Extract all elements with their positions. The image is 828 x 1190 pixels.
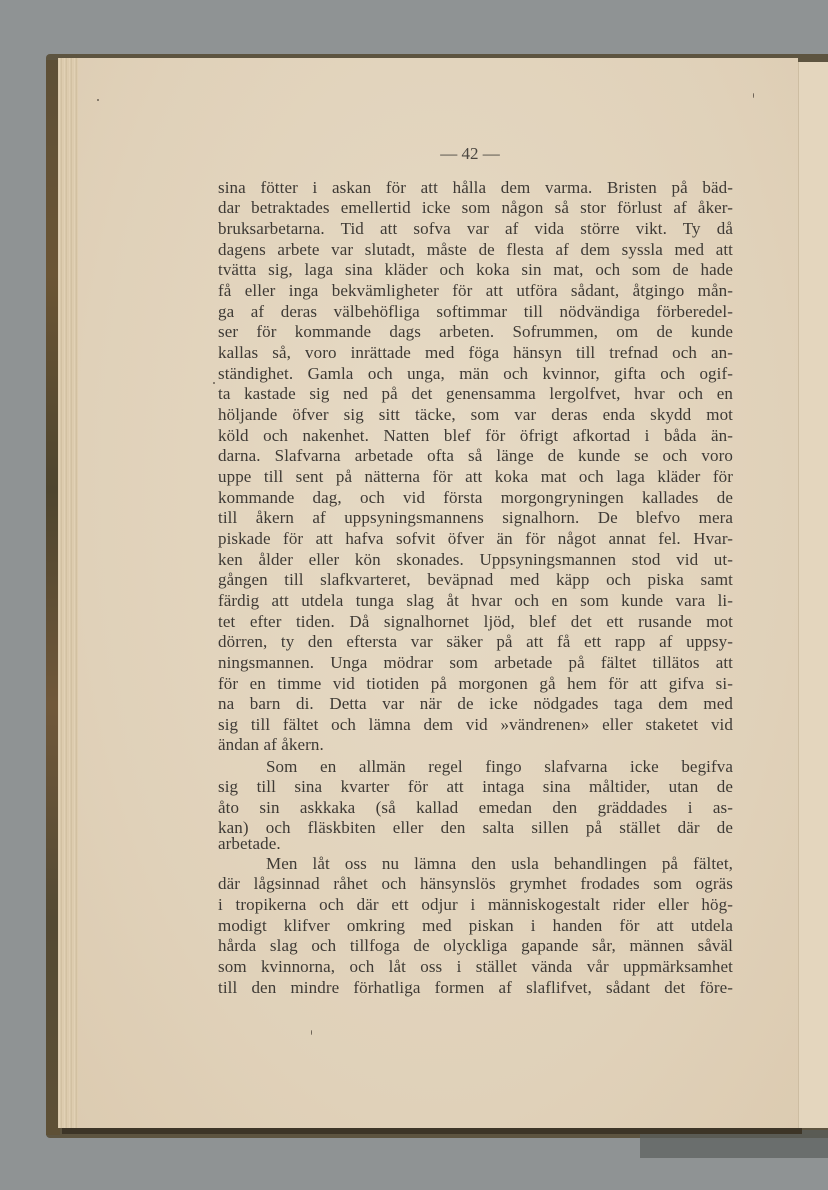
facing-page-edge (798, 62, 828, 1128)
paper-speck (213, 382, 215, 384)
page-bottom-edge (62, 1128, 802, 1134)
text-line: i tropikerna och där ett odjur i människogestalt rider eller hög- (218, 895, 733, 914)
text-line: dar betraktades emellertid icke som någon så stor förlust af åker- (218, 198, 733, 217)
text-line: till åkern af uppsyningsmannens signalhorn. De blefvo mera (218, 508, 733, 527)
text-line: kommande dag, och vid första morgongryningen kallades de (218, 488, 733, 507)
text-line: na barn di. Detta var när de icke nödgades taga dem med (218, 694, 733, 713)
text-line: åto sin askkaka (så kallad emedan den gräddades i as- (218, 798, 733, 817)
text-line: ken ålder eller kön skonades. Uppsyningsmannen stod vid ut- (218, 550, 733, 569)
text-line: till den mindre förhatliga formen af slaflifvet, sådant det före- (218, 978, 733, 997)
text-line: uppe till sent på nätterna för att koka mat och laga kläder för (218, 467, 733, 486)
text-line: färdig att utdela tunga slag åt hvar och en som kunde vara li- (218, 591, 733, 610)
text-line: kan) och fläskbiten eller den salta sillen på stället där de (218, 818, 733, 837)
text-line: för en timme vid tiotiden på morgonen gå hem för att gifva si- (218, 674, 733, 693)
text-line: arbetade. (218, 834, 281, 853)
text-line: köld och nakenhet. Natten blef för öfrigt afkortad i båda än- (218, 426, 733, 445)
page-number: — 42 — (440, 144, 500, 163)
text-line: kallas så, voro inrättade med föga hänsyn till trefnad och an- (218, 343, 733, 362)
paper-speck (753, 93, 754, 98)
paper-speck (311, 1030, 312, 1035)
text-line: ga af deras välbehöfliga softimmar till nödvändiga förberedel- (218, 302, 733, 321)
text-line: där lågsinnad råhet och hänsynslös grymhet frodades som ogräs (218, 874, 733, 893)
text-line: ständighet. Gamla och unga, män och kvinnor, gifta och ogif- (218, 364, 733, 383)
text-line: tvätta sig, laga sina kläder och koka sin mat, och som de hade (218, 260, 733, 279)
text-line: ändan af åkern. (218, 735, 324, 754)
text-line: dagens arbete var slutadt, måste de flesta af dem syssla med att (218, 240, 733, 259)
text-line: darna. Slafvarna arbetade ofta så länge de kunde se och voro (218, 446, 733, 465)
text-line: gången till slafkvarteret, beväpnad med käpp och piska samt (218, 570, 733, 589)
text-line: tet efter tiden. Då signalhornet ljöd, blef det ett rusande mot (218, 612, 733, 631)
text-line: Men låt oss nu lämna den usla behandlingen på fältet, (266, 854, 733, 873)
text-line: modigt klifver omkring med piskan i handen för att utdela (218, 916, 733, 935)
text-line: ta kastade sig ned på det genensamma lergolfvet, hvar och en (218, 384, 733, 403)
text-line: piskade för att hafva sofvit öfver än för något annat fel. Hvar- (218, 529, 733, 548)
text-line: sig till sina kvarter för att intaga sina måltider, utan de (218, 777, 733, 796)
text-line: ser för kommande dags arbeten. Sofrummen, om de kunde (218, 322, 733, 341)
text-line: höljande öfver sig sitt täcke, som var deras enda skydd mot (218, 405, 733, 424)
text-line: bruksarbetarna. Tid att sofva var af vida större vikt. Ty då (218, 219, 733, 238)
text-line: dörren, ty den eftersta var säker på att få ett rapp af uppsy- (218, 632, 733, 651)
paper-speck (97, 99, 99, 101)
cover-shadow (640, 1130, 828, 1158)
text-line: hårda slag och tillfoga de olyckliga gapande sår, männen såväl (218, 936, 733, 955)
text-line: ningsmannen. Unga mödrar som arbetade på fältet tillätos att (218, 653, 733, 672)
text-line: som kvinnorna, och låt oss i stället vända vår uppmärksamhet (218, 957, 733, 976)
text-line: Som en allmän regel fingo slafvarna icke begifva (266, 757, 733, 776)
text-line: sig till fältet och lämna dem vid »vändrenen» eller staketet vid (218, 715, 733, 734)
text-line: få eller inga bekvämligheter för att utföra sådant, åtgingo mån- (218, 281, 733, 300)
text-line: sina fötter i askan för att hålla dem varma. Bristen på bäd- (218, 178, 733, 197)
